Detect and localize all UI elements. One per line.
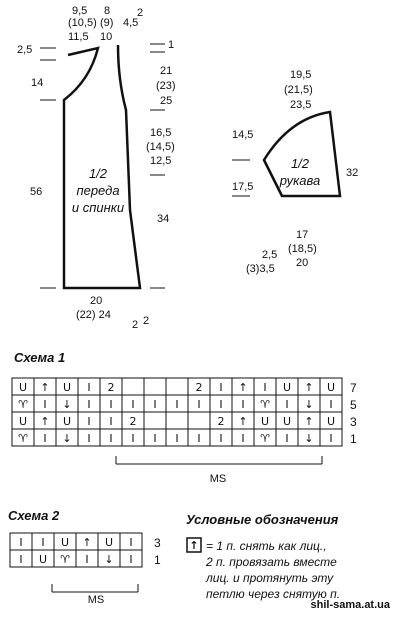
scheme-1-cell-symbol: U [18,415,28,428]
scheme-2-cell-symbol: I [19,553,23,566]
scheme-1-cell-symbol: ↓ [62,432,72,445]
scheme-2-cell-symbol: U [38,553,48,566]
scheme-1 [12,350,357,486]
scheme-1-cell-symbol: I [109,415,113,428]
right-top-measure: 1 [168,39,175,51]
armhole-3: 25 [160,95,173,107]
scheme-2-cell-symbol: ♈ [60,553,70,566]
scheme-1-cell-symbol: I [219,432,223,445]
scheme-1-cell-symbol: I [329,398,333,411]
scheme-1-cell-symbol: I [109,432,113,445]
scheme-1-cell-symbol: I [329,432,333,445]
scheme-1-cell-symbol: I [285,398,289,411]
sleeve-bottom-3: 20 [296,257,309,269]
scheme-1-cell [166,378,188,395]
scheme-1-cell-symbol: I [263,381,267,394]
sleeve-left-lower: 17,5 [232,181,254,193]
scheme-1-cell-symbol: I [43,432,47,445]
total-height: 56 [30,186,43,198]
legend-title: Условные обозначения [186,512,339,527]
scheme-1-cell-symbol: I [285,432,289,445]
legend-symbol: ↑ [189,539,199,552]
scheme-1-cell-symbol: I [87,398,91,411]
scheme-1-cell-symbol: 2 [129,415,137,428]
armhole-1: 21 [160,65,173,77]
scheme-1-ms: MS [209,473,227,485]
scheme-1-cell-symbol: ↑ [238,381,248,394]
sleeve-bottom-1: 17 [296,229,309,241]
scheme-1-row-number: 7 [350,381,357,395]
scheme-1-cell-symbol: I [175,432,179,445]
sleeve-top-1: 19,5 [290,69,312,81]
scheme-1-cell-symbol: I [241,432,245,445]
side-lower: 34 [157,213,170,225]
scheme-2-row-number: 3 [154,536,161,550]
scheme-1-cell-symbol: I [87,415,91,428]
sleeve-pattern [232,69,358,275]
scheme-1-cell [144,412,166,429]
scheme-2-row-number: 1 [154,553,161,567]
sleeve-label-line2: рукава [279,173,321,188]
neck-drop: 14 [31,77,44,89]
scheme-1-cell-symbol: I [241,398,245,411]
scheme-1-cell-symbol: I [87,432,91,445]
legend-line-4: петлю через снятую п. [206,587,341,601]
scheme-1-cell-symbol: U [62,415,72,428]
watermark: shil-sama.at.ua [310,599,390,611]
scheme-1-cell-symbol: U [326,415,336,428]
scheme-1-cell-symbol: ↓ [62,398,72,411]
bottom-extra-2: 2 [143,315,150,327]
sleeve-label-line1: 1/2 [290,156,310,171]
scheme-2-cell-symbol: I [85,553,89,566]
offset-top: 2 [137,7,144,19]
scheme-1-cell-symbol: I [153,398,157,411]
scheme-1-cell-symbol: ↑ [40,381,50,394]
neck-width-end: 11,5 [68,31,89,43]
scheme-1-cell-symbol: 2 [107,381,115,394]
body-label-line3: и спинки [71,200,125,215]
scheme-2-cell-symbol: ↑ [82,536,92,549]
scheme-1-cell [122,378,144,395]
scheme-1-row-number: 5 [350,398,357,412]
side-upper-1: 16,5 [150,127,172,139]
scheme-1-cell-symbol: ↑ [40,415,50,428]
scheme-1-row-number: 3 [350,415,357,429]
shoulder-width-small: (9) [100,17,114,29]
scheme-1-cell-symbol: U [282,415,292,428]
side-upper-2: (14,5) [146,141,175,153]
armhole-2: (23) [156,80,176,92]
scheme-1-cell-symbol: ↓ [304,432,314,445]
legend-line-1: = 1 п. снять как лиц., [206,539,327,553]
scheme-1-cell-symbol: ♈ [18,432,28,445]
side-upper-3: 12,5 [150,155,172,167]
scheme-1-cell-symbol: I [219,398,223,411]
sleeve-left-upper: 14,5 [232,129,254,141]
scheme-1-cell [188,412,210,429]
sleeve-bottom-2: (18,5) [288,243,317,255]
scheme-1-cell-symbol: I [131,398,135,411]
shoulder-width-end: 10 [100,31,113,43]
scheme-1-cell-symbol: 2 [195,381,203,394]
scheme-1-cell-symbol: I [219,381,223,394]
scheme-1-cell-symbol: I [109,398,113,411]
scheme-1-cell-symbol: ↑ [238,415,248,428]
body-pattern [17,5,176,331]
sleeve-cuff-1: 2,5 [262,249,278,261]
body-label-line1: 1/2 [88,166,108,181]
scheme-1-title: Схема 1 [14,350,66,365]
scheme-1-cell [166,412,188,429]
legend [186,512,340,601]
scheme-2-cell-symbol: I [41,536,45,549]
legend-line-3: лиц. и протянуть эту [206,571,334,585]
scheme-1-cell-symbol: I [87,381,91,394]
scheme-2-cell-symbol: ↓ [104,553,114,566]
scheme-2-cell-symbol: U [104,536,114,549]
offset-width: 4,5 [123,17,139,29]
sleeve-cuff-2: (3)3,5 [246,263,275,275]
sleeve-top-2: (21,5) [284,84,313,96]
scheme-1-grid [12,378,357,446]
sleeve-right: 32 [346,167,359,179]
scheme-1-cell-symbol: U [260,415,270,428]
bottom-width-1: 20 [90,295,103,307]
scheme-1-cell-symbol: ↓ [304,398,314,411]
scheme-2-cell-symbol: U [60,536,70,549]
bottom-width-2: (22) 24 [76,309,111,321]
scheme-1-cell-symbol: I [131,432,135,445]
scheme-1-row-number: 1 [350,432,357,446]
scheme-1-cell-symbol: ♈ [18,398,28,411]
scheme-1-cell-symbol: ♈ [260,398,270,411]
scheme-2-title: Схема 2 [8,508,60,523]
scheme-1-cell-symbol: I [153,432,157,445]
scheme-2-cell-symbol: I [19,536,23,549]
scheme-1-cell-symbol: I [197,398,201,411]
legend-line-2: 2 п. провязать вместе [206,555,337,569]
scheme-1-cell-symbol: U [62,381,72,394]
scheme-1-cell-symbol: U [282,381,292,394]
shoulder-drop: 2,5 [17,44,33,56]
scheme-1-cell-symbol: I [43,398,47,411]
scheme-1-cell-symbol: ♈ [260,432,270,445]
scheme-1-cell-symbol: ↑ [304,415,314,428]
scheme-2-cell-symbol: I [129,536,133,549]
scheme-1-cell-symbol: I [197,432,201,445]
scheme-2-grid [10,533,161,567]
scheme-2-cell-symbol: I [129,553,133,566]
scheme-1-cell-symbol: I [175,398,179,411]
scheme-2 [8,508,161,606]
neck-width-big: 9,5 [72,5,88,17]
scheme-2-ms: MS [87,594,105,606]
scheme-1-cell-symbol: U [326,381,336,394]
bottom-extra-1: 2 [132,319,139,331]
shoulder-width-big: 8 [104,5,111,17]
neck-width-small: (10,5) [68,17,97,29]
scheme-1-cell-symbol: ↑ [304,381,314,394]
scheme-1-cell-symbol: 2 [217,415,225,428]
scheme-1-cell [144,378,166,395]
body-label-line2: переда [76,183,120,198]
sleeve-top-3: 23,5 [290,99,312,111]
scheme-1-cell-symbol: U [18,381,28,394]
